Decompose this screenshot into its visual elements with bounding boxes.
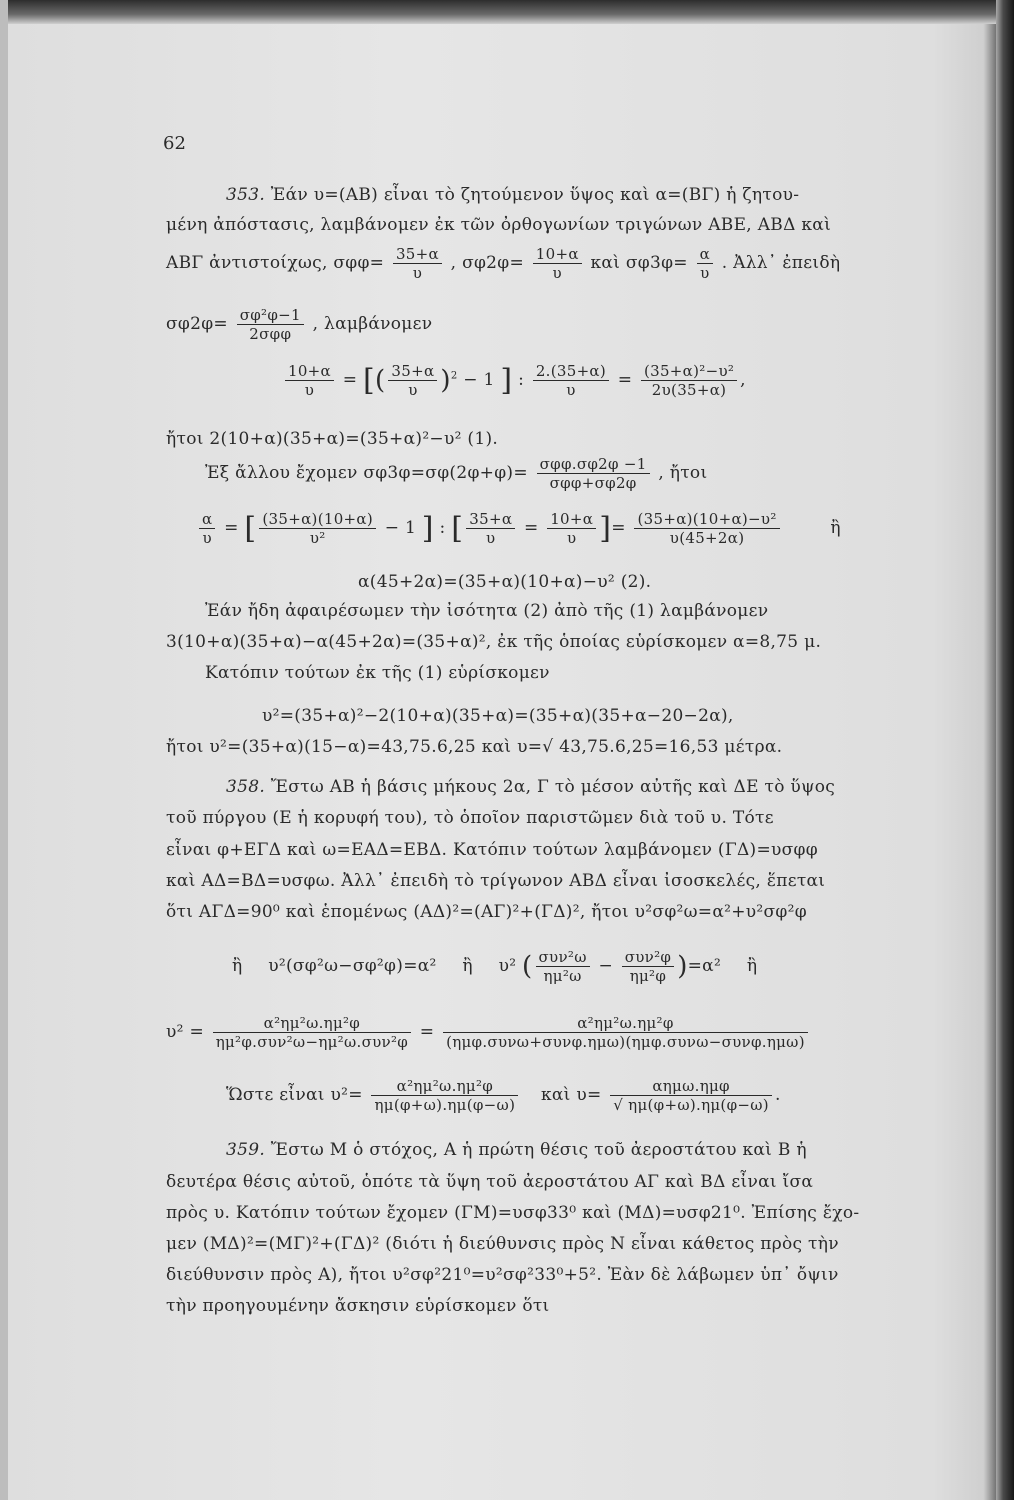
fraction <box>371 1077 518 1114</box>
p353-line-2: μένη ἀπόστασις, λαμβάνομεν ἐκ τῶν ὀρθογωνίων τριγώνων ΑΒΕ, ΑΒΔ καὶ <box>166 215 832 235</box>
p353-e2g: ἢ <box>830 518 841 538</box>
denominator: υ <box>408 381 418 399</box>
numerator: 35+α <box>393 245 442 264</box>
numerator: 35+α <box>466 510 515 529</box>
p358-e1c: ἢ <box>462 956 473 976</box>
p353-equation-2: $\frac{\alpha}{\upsilon}$ = [ $\frac{(35+\alpha)(10+\alpha)}{\text{υ²}}$ − 1 ] : [ $\frac{35+\alpha}{\upsilon}$ = $\frac{10+\alpha}{\upsilon}$ ]= $\frac{\text{(35+α)(10+α)−υ²}}{\upsilon(45+2\alpha)}$ ἢ <box>196 510 841 547</box>
denominator: υ <box>552 264 562 282</box>
p358-e1a: ἢ <box>232 956 243 976</box>
p358-line-3: εἶναι φ+ΕΓΔ καὶ ω=ΕΑΔ=ΕΒΔ. Κατόπιν τούτων λαμβάνομεν (ΓΔ)=υσφφ <box>166 840 818 860</box>
numerator: α²ημ²ω.ημ²φ <box>371 1077 518 1096</box>
p359-line-6: τὴν προηγουμένην ἄσκησιν εὑρίσκομεν ὅτι <box>166 1296 550 1316</box>
fraction <box>237 306 304 343</box>
denominator: υ <box>567 529 577 547</box>
p358-equation-1: ἢ υ²(σφ²ω−σφ²φ)=α² ἢ υ² ( $\frac{\text{συν²ω}}{\text{ημ²ω}}$ − $\frac{\text{συν²φ}}{\text{ημ²φ}}$ )=α² ἢ <box>232 948 758 985</box>
p353-l3c: καὶ σφ3φ= <box>590 253 688 273</box>
numerator: 10+α <box>547 510 596 529</box>
p353-line-8: Ἐάν ἤδη ἀφαιρέσωμεν τὴν ἰσότητα (2) ἀπὸ τῆς (1) λαμβάνομεν <box>205 601 769 621</box>
numerator: σφφ.σφ2φ −1 <box>537 455 650 474</box>
denominator: ημ²φ.συν²ω−ημ²ω.συν²φ <box>215 1033 409 1051</box>
p358-e1h: ἢ <box>746 956 758 976</box>
numerator: 35+α <box>388 362 437 381</box>
p358-e1d: υ² <box>498 956 517 976</box>
p359-label: 359. <box>226 1140 266 1160</box>
denominator: 2σφφ <box>249 325 292 343</box>
p359-line-1-text: Ἔστω Μ ὁ στόχος, Α ἡ πρώτη θέσις τοῦ ἀεροστάτου καὶ Β ἡ <box>270 1140 807 1160</box>
numerator: (35+α)²−υ² <box>641 362 737 381</box>
fraction <box>388 362 437 399</box>
denominator: √ ημ(φ+ω).ημ(φ−ω) <box>613 1096 769 1114</box>
fraction <box>537 455 650 492</box>
fraction <box>466 510 515 547</box>
p353-e1c: − 1 <box>463 370 495 390</box>
p353-l6b: , ἤτοι <box>658 463 708 483</box>
p358-equation-3 <box>226 1077 781 1114</box>
p353-line-5: ἤτοι 2(10+α)(35+α)=(35+α)²−υ² (1). <box>166 429 499 449</box>
p359-line-4: μεν (ΜΔ)²=(ΜΓ)²+(ΓΔ)² (διότι ἡ διεύθυνσις πρὸς Ν εἶναι κάθετος πρὸς τὴν <box>166 1234 839 1254</box>
p353-line-4 <box>166 306 432 343</box>
p353-l3a: ΑΒΓ ἀντιστοίχως, σφφ= <box>166 253 385 273</box>
p359-line-5: διεύθυνσιν πρὸς Α), ἤτοι υ²σφ²21⁰=υ²σφ²33⁰+5². Ἐὰν δὲ λάβωμεν ὑπ᾿ ὄψιν <box>166 1265 839 1285</box>
p353-line-11: υ²=(35+α)²−2(10+α)(35+α)=(35+α)(35+α−20−2α), <box>262 706 734 726</box>
p359-line-3: πρὸς υ. Κατόπιν τούτων ἔχομεν (ΓΜ)=υσφ33⁰ καὶ (ΜΔ)=υσφ21⁰. Ἐπίσης ἔχο- <box>166 1203 860 1223</box>
fraction <box>547 510 596 547</box>
p359-line-2: δευτέρα θέσις αὐτοῦ, ὁπότε τὰ ὕψη τοῦ ἀεροστάτου ΑΓ καὶ ΒΔ εἶναι ἴσα <box>166 1172 814 1192</box>
fraction <box>199 510 215 547</box>
denominator: υ <box>202 529 212 547</box>
p358-equation-2 <box>166 1014 811 1051</box>
denominator: υ <box>566 381 576 399</box>
numerator: 2.(35+α) <box>533 362 609 381</box>
p358-e3c: καὶ υ= <box>540 1085 602 1105</box>
p353-l6a: Ἐξ ἄλλου ἔχομεν σφ3φ=σφ(2φ+φ)= <box>205 463 528 483</box>
denominator: ημ²ω <box>543 967 582 985</box>
numerator: 10+α <box>285 362 334 381</box>
p358-e3e: . <box>774 1085 781 1105</box>
p353-line-1-text: Ἐάν υ=(ΑΒ) εἶναι τὸ ζητούμενον ὕψος καὶ α=(ΒΓ) ἡ ζητου- <box>270 185 800 205</box>
p358-e1b: υ²(σφ²ω−σφ²φ)=α² <box>268 956 437 976</box>
fraction <box>536 948 590 985</box>
p353-line-3 <box>166 245 840 282</box>
p358-e3a: Ὥστε εἶναι υ²= <box>226 1085 363 1105</box>
p353-l3d: . Ἀλλ᾿ ἐπειδὴ <box>721 253 841 273</box>
numerator: συν²φ <box>622 948 675 967</box>
fraction <box>533 362 609 399</box>
p358-line-4: καὶ ΑΔ=ΒΔ=υσφω. Ἀλλ᾿ ἐπειδὴ τὸ τρίγωνον ΑΒΔ εἶναι ἰσοσκελές, ἕπεται <box>166 871 826 891</box>
numerator: συν²ω <box>536 948 590 967</box>
p353-line-1 <box>226 185 799 205</box>
p358-line-1-text: Ἔστω ΑΒ ἡ βάσις μήκους 2α, Γ τὸ μέσον αὐτῆς καὶ ΔΕ τὸ ὕψος <box>270 777 836 797</box>
p353-line-12: ἤτοι υ²=(35+α)(15−α)=43,75.6,25 καὶ υ=√ 43,75.6,25=16,53 μέτρα. <box>166 737 783 757</box>
denominator: υ <box>700 264 710 282</box>
fraction <box>393 245 442 282</box>
scan-left-edge <box>0 0 8 1500</box>
p353-l4a: σφ2φ= <box>166 314 228 334</box>
numerator: αημω.ημφ <box>610 1077 772 1096</box>
numerator: α <box>697 245 713 264</box>
scan-top-edge <box>0 0 1014 24</box>
denominator: ημ(φ+ω).ημ(φ−ω) <box>374 1096 516 1114</box>
fraction <box>259 510 376 547</box>
p358-e1g: =α² <box>687 956 722 976</box>
numerator: σφ²φ−1 <box>237 306 304 325</box>
p353-e2c: − 1 <box>384 518 417 538</box>
p353-line-6 <box>205 455 707 492</box>
p353-label: 353. <box>226 185 266 205</box>
p358-label: 358. <box>226 777 266 797</box>
fraction <box>610 1077 772 1114</box>
numerator: α²ημ²ω.ημ²φ <box>213 1014 411 1033</box>
p353-line-9: 3(10+α)(35+α)−α(45+2α)=(35+α)², ἐκ τῆς ὁποίας εὑρίσκομεν α=8,75 μ. <box>166 632 822 652</box>
fraction <box>622 948 675 985</box>
denominator: υ <box>304 381 315 399</box>
denominator: υ <box>412 264 423 282</box>
numerator: α <box>199 510 215 529</box>
denominator: υ² <box>309 529 326 547</box>
fraction <box>641 362 737 399</box>
page-number: 62 <box>163 133 186 154</box>
denominator: ημ²φ <box>629 967 667 985</box>
p353-l4b: , λαμβάνομεν <box>312 314 433 334</box>
fraction <box>213 1014 411 1051</box>
fraction <box>634 510 779 547</box>
p359-line-1 <box>226 1140 807 1160</box>
fraction <box>443 1014 808 1051</box>
numerator: (35+α)(10+α)−υ² <box>634 510 779 529</box>
p358-e2a: υ² = <box>166 1022 204 1042</box>
denominator: (ημφ.συνω+συνφ.ημω)(ημφ.συνω−συνφ.ημω) <box>446 1033 805 1051</box>
fraction <box>285 362 334 399</box>
numerator: 10+α <box>533 245 582 264</box>
p353-line-10: Κατόπιν τούτων ἐκ τῆς (1) εὑρίσκομεν <box>205 663 550 683</box>
fraction <box>533 245 582 282</box>
denominator: υ <box>486 529 496 547</box>
scan-right-edge <box>996 0 1014 1500</box>
denominator: 2υ(35+α) <box>651 381 727 399</box>
denominator: υ(45+2α) <box>669 529 745 547</box>
p358-line-2: τοῦ πύργου (Ε ἡ κορυφή του), τὸ ὁποῖον παριστῶμεν διὰ τοῦ υ. Τότε <box>166 808 774 828</box>
p353-line-7: α(45+2α)=(35+α)(10+α)−υ² (2). <box>358 572 652 592</box>
p353-l3b: , σφ2φ= <box>450 253 525 273</box>
fraction <box>697 245 713 282</box>
p353-equation-1: $\frac{10+\alpha}{\upsilon}$ = [( $\frac{35+\alpha}{\upsilon}$ )$^2$ − 1 ] : $\frac{2.(35+\alpha)}{\upsilon}$ = $\frac{\text{(35+α)²−υ²}}{2\upsilon(35+\alpha)}$ , <box>282 362 746 399</box>
denominator: σφφ+σφ2φ <box>549 474 637 492</box>
numerator: α²ημ²ω.ημ²φ <box>443 1014 808 1033</box>
p358-e2c: = <box>419 1022 435 1042</box>
numerator: (35+α)(10+α) <box>259 510 376 529</box>
p358-line-1 <box>226 777 835 797</box>
p358-line-5: ὅτι ΑΓΔ=90⁰ καὶ ἑπομένως (ΑΔ)²=(ΑΓ)²+(ΓΔ)², ἤτοι υ²σφ²ω=α²+υ²σφ²φ <box>166 902 807 922</box>
